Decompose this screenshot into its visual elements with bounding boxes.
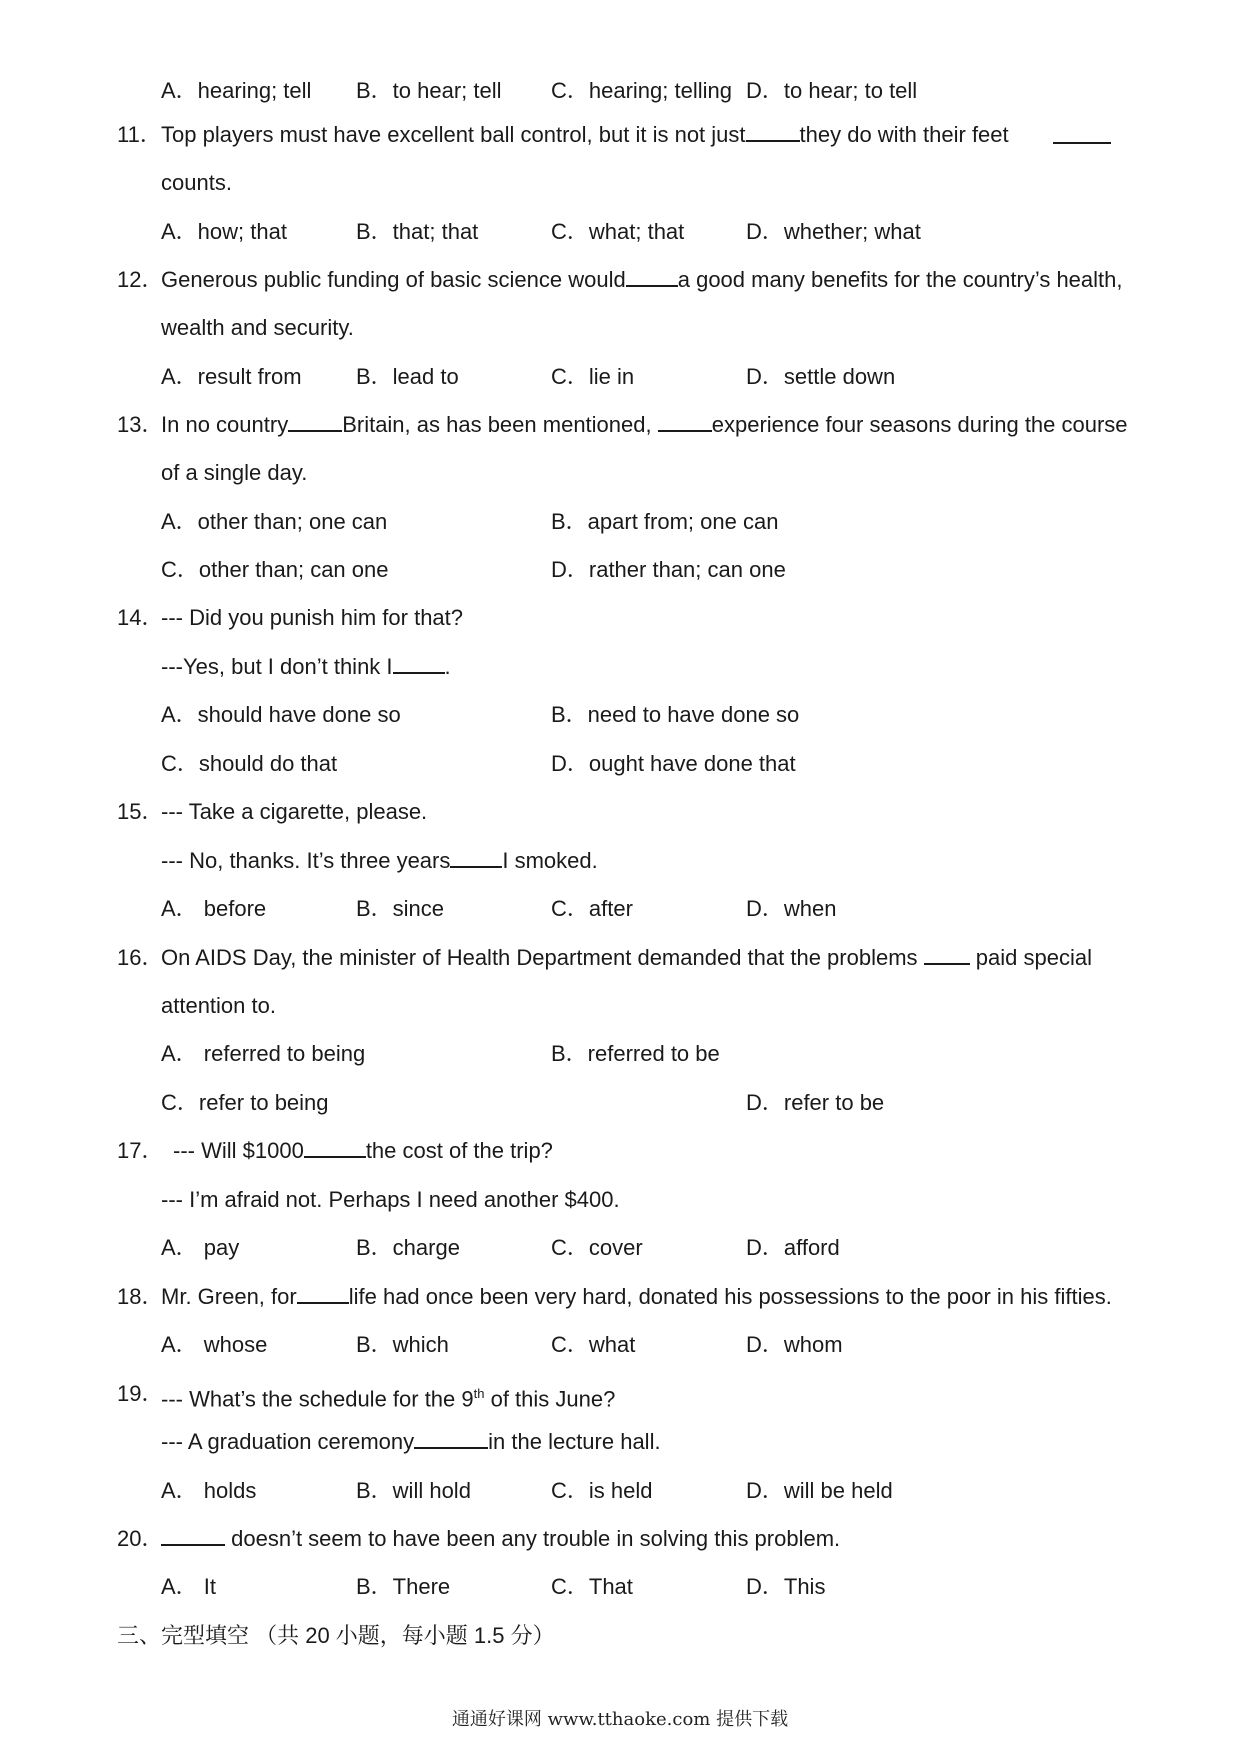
answer-blank: [658, 412, 712, 432]
q16-text-3: attention to.: [161, 993, 276, 1018]
q19-ordinal-suffix: th: [473, 1386, 485, 1401]
answer-blank: [297, 1284, 349, 1304]
q20-option-a: A． It: [161, 1574, 217, 1599]
q12-number: 12．: [117, 267, 164, 292]
q20-option-d: D．This: [746, 1574, 826, 1599]
q19-option-b: B．will hold: [356, 1478, 471, 1503]
q15-option-b: B．since: [356, 896, 445, 921]
q17-option-b: B．charge: [356, 1235, 460, 1260]
q10-option-a: A．hearing; tell: [161, 78, 312, 103]
q17-option-c: C．cover: [551, 1235, 643, 1260]
q18-option-c: C．what: [551, 1332, 636, 1357]
q11-text-2: they do with their feet: [799, 122, 1009, 147]
page-footer: 通通好课网 www.tthaoke.com 提供下载: [451, 1709, 789, 1730]
q16-option-d: D．refer to be: [746, 1090, 885, 1115]
q17-number: 17．: [117, 1138, 164, 1163]
q18-option-d: D．whom: [746, 1332, 843, 1357]
q17-line-2: --- I’m afraid not. Perhaps I need another $400.: [161, 1187, 620, 1212]
q16-option-a: A． referred to being: [161, 1041, 366, 1066]
q18-option-a: A． whose: [161, 1332, 268, 1357]
q19-line-1-end: of this June?: [484, 1386, 616, 1412]
q19-line-1: --- What’s the schedule for the 9: [161, 1386, 474, 1412]
q17-line-1-end: the cost of the trip?: [365, 1138, 553, 1163]
answer-blank: [161, 1526, 225, 1546]
q20-option-b: B．There: [356, 1574, 451, 1599]
q12-text-2: a good many benefits for the country’s health,: [677, 267, 1123, 292]
q19-option-d: D．will be held: [746, 1478, 893, 1503]
q20-option-c: C．That: [551, 1574, 633, 1599]
q19-option-a: A． holds: [161, 1478, 257, 1503]
answer-blank: [393, 654, 445, 674]
q16-text-1: On AIDS Day, the minister of Health Department demanded that the problems: [161, 945, 918, 970]
q19-number: 19．: [117, 1381, 164, 1406]
q18-text-1: Mr. Green, for: [161, 1284, 297, 1309]
q15-option-a: A． before: [161, 896, 267, 921]
q13-option-b: B．apart from; one can: [551, 509, 779, 534]
q14-option-a: A．should have done so: [161, 702, 401, 727]
q19-option-c: C．is held: [551, 1478, 653, 1503]
q11-option-d: D．whether; what: [746, 219, 921, 244]
q11-option-c: C．what; that: [551, 219, 685, 244]
q17-line-1: --- Will $1000: [173, 1138, 304, 1163]
q16-option-b: B．referred to be: [551, 1041, 720, 1066]
answer-blank: [1053, 124, 1111, 144]
q19-line-2: --- A graduation ceremony: [161, 1429, 415, 1454]
q13-text-4: of a single day.: [161, 460, 308, 485]
q14-option-c: C．should do that: [161, 751, 338, 776]
q15-line-1: --- Take a cigarette, please.: [161, 799, 428, 824]
q13-option-c: C．other than; can one: [161, 557, 389, 582]
q12-option-a: A．result from: [161, 364, 302, 389]
q20-text-1: doesn’t seem to have been any trouble in solving this problem.: [231, 1526, 841, 1551]
q16-number: 16．: [117, 945, 164, 970]
q12-option-c: C．lie in: [551, 364, 635, 389]
q18-number: 18．: [117, 1284, 164, 1309]
q16-option-c: C．refer to being: [161, 1090, 329, 1115]
q18-option-b: B．which: [356, 1332, 449, 1357]
q14-number: 14．: [117, 605, 164, 630]
q10-option-c: C．hearing; telling: [551, 78, 732, 103]
answer-blank: [288, 412, 342, 432]
q16-text-2: paid special: [975, 945, 1092, 970]
q15-line-2-end: I smoked.: [502, 848, 598, 873]
q13-option-a: A．other than; one can: [161, 509, 388, 534]
q13-text-3: experience four seasons during the course: [711, 412, 1128, 437]
q20-number: 20．: [117, 1526, 164, 1551]
q14-option-d: D．ought have done that: [551, 751, 796, 776]
q13-text-1: In no country: [161, 412, 289, 437]
section-3-title: 三、完型填空 （共 20 小题，每小题 1.5 分）: [117, 1623, 555, 1648]
q18-text-2: life had once been very hard, donated his possessions to the poor in his fifties.: [348, 1284, 1112, 1309]
q15-option-d: D．when: [746, 896, 837, 921]
q14-line-2-end: .: [444, 654, 451, 679]
q14-line-2: ---Yes, but I don’t think I: [161, 654, 393, 679]
q13-text-2: Britain, as has been mentioned,: [342, 412, 652, 437]
q15-line-2: --- No, thanks. It’s three years: [161, 848, 451, 873]
answer-blank: [626, 267, 678, 287]
q10-option-b: B．to hear; tell: [356, 78, 502, 103]
q12-text-3: wealth and security.: [161, 315, 354, 340]
q15-option-c: C．after: [551, 896, 633, 921]
q12-option-b: B．lead to: [356, 364, 459, 389]
q13-option-d: D．rather than; can one: [551, 557, 786, 582]
answer-blank: [746, 122, 800, 142]
answer-blank: [450, 848, 502, 868]
answer-blank: [924, 945, 970, 965]
q14-line-1: --- Did you punish him for that?: [161, 605, 464, 630]
answer-blank: [304, 1138, 366, 1158]
q12-text-1: Generous public funding of basic science would: [161, 267, 626, 292]
q11-option-b: B．that; that: [356, 219, 479, 244]
q13-number: 13．: [117, 412, 164, 437]
q19-line-2-end: in the lecture hall.: [488, 1429, 661, 1454]
q17-option-d: D．afford: [746, 1235, 840, 1260]
q11-number: 11．: [117, 122, 162, 147]
q14-option-b: B．need to have done so: [551, 702, 800, 727]
q12-option-d: D．settle down: [746, 364, 896, 389]
q11-option-a: A．how; that: [161, 219, 287, 244]
answer-blank: [414, 1429, 488, 1449]
q17-option-a: A． pay: [161, 1235, 240, 1260]
q10-option-d: D．to hear; to tell: [746, 78, 918, 103]
q15-number: 15．: [117, 799, 164, 824]
q11-text-1: Top players must have excellent ball control, but it is not just: [161, 122, 746, 147]
q11-text-3: counts.: [161, 170, 232, 195]
